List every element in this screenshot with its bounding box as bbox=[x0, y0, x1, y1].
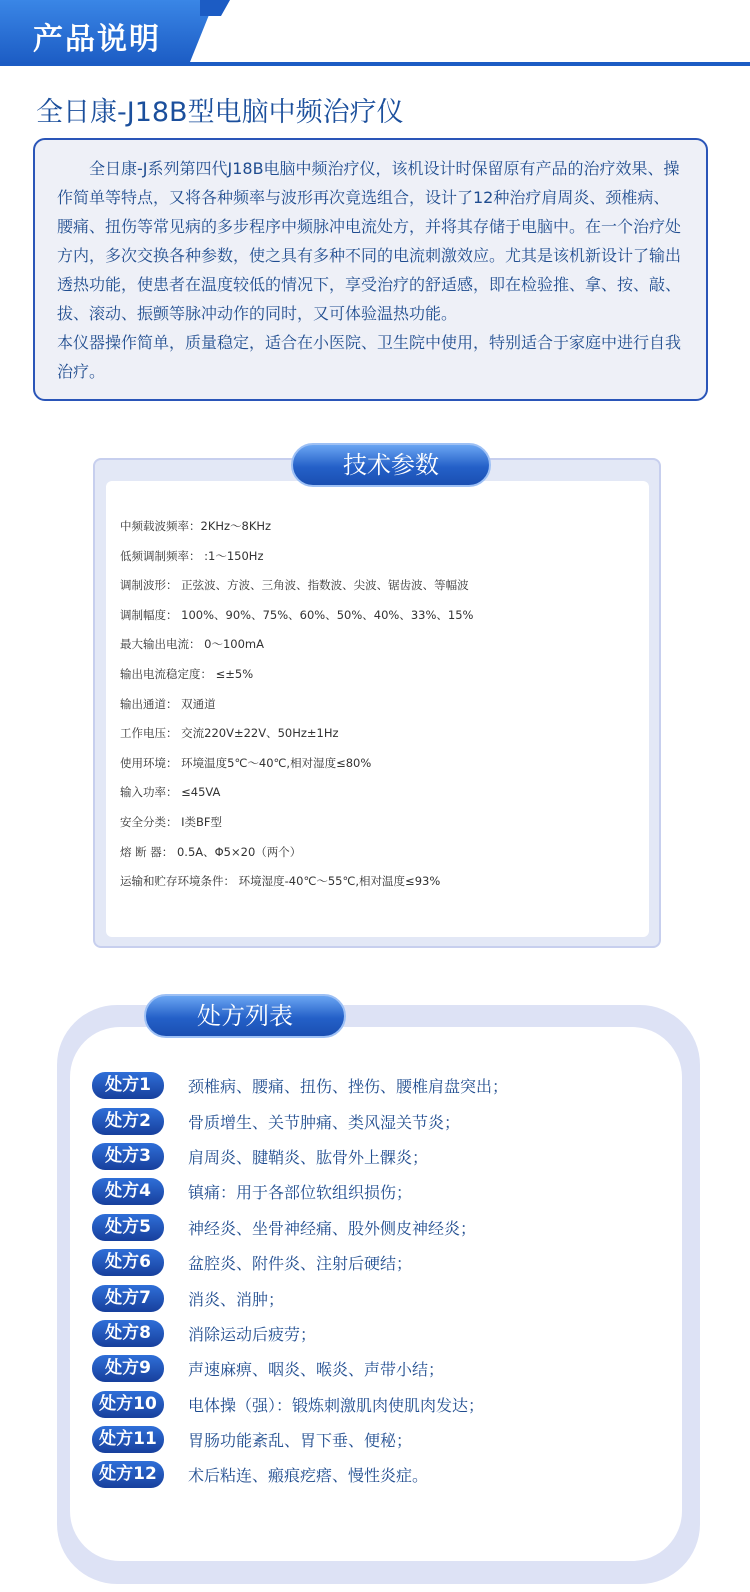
prescription-row bbox=[92, 1457, 508, 1492]
param-row: 工作电压： 交流220V±22V、50Hz±1Hz bbox=[120, 726, 339, 741]
prescription-badge: 处方9 bbox=[92, 1355, 164, 1382]
section-banner bbox=[0, 0, 750, 75]
prescription-text: 神经炎、坐骨神经痛、股外侧皮神经炎； bbox=[188, 1218, 477, 1238]
prescription-title: 处方列表 bbox=[144, 994, 346, 1038]
prescription-badge: 处方4 bbox=[92, 1178, 164, 1205]
param-row: 熔 断 器： 0.5A、Φ5×20（两个） bbox=[120, 844, 302, 859]
prescription-row bbox=[92, 1351, 508, 1386]
prescription-badge: 处方11 bbox=[92, 1426, 164, 1453]
prescription-badge: 处方7 bbox=[92, 1285, 164, 1312]
param-row: 安全分类： I类BF型 bbox=[120, 814, 223, 829]
section-title: 产品说明 bbox=[33, 22, 161, 57]
prescription-row bbox=[92, 1068, 508, 1103]
param-row: 调制波形： 正弦波、方波、三角波、指数波、尖波、锯齿波、等幅波 bbox=[120, 578, 469, 593]
param-row: 输出电流稳定度： ≤±5% bbox=[120, 666, 254, 681]
prescription-row bbox=[92, 1387, 508, 1422]
description-paragraph-1: 全日康-J系列第四代J18B电脑中频治疗仪，该机设计时保留原有产品的治疗效果、操作简单等特点，又将各种频率与波形再次竟选组合，设计了12种治疗肩周炎、颈椎病、腰痛、扭伤等常见病的多步程序中频脉冲电流处方，并将其存储于电脑中。在一个治疗处方内，多次交换各种参数，使之具有多种不同的电流刺激效应。尤其是该机新设计了输出透热功能，使患者在温度较低的情况下，享受治疗的舒适感，即在检验推、拿、按、敲、拔、滚动、振颤等脉冲动作的同时，又可体验温热功能。 bbox=[57, 159, 682, 323]
prescription-badge: 处方10 bbox=[92, 1391, 164, 1418]
prescription-text: 肩周炎、腱鞘炎、肱骨外上髁炎； bbox=[188, 1147, 429, 1167]
prescription-badge: 处方1 bbox=[92, 1072, 164, 1099]
prescription-text: 术后粘连、瘢痕疙瘩、慢性炎症。 bbox=[188, 1466, 429, 1486]
prescription-row bbox=[92, 1280, 508, 1315]
prescription-list bbox=[92, 1068, 508, 1493]
prescription-text: 电体操（强）：锻炼刺激肌肉使肌肉发达； bbox=[188, 1395, 485, 1415]
prescription-row bbox=[92, 1103, 508, 1138]
prescription-badge: 处方5 bbox=[92, 1214, 164, 1241]
banner-rule bbox=[0, 62, 750, 66]
prescription-text: 胃肠功能紊乱、胃下垂、便秘； bbox=[188, 1431, 413, 1451]
description-paragraph-2: 本仪器操作简单，质量稳定，适合在小医院、卫生院中使用，特别适合于家庭中进行自我治疗。 bbox=[57, 333, 682, 381]
product-title: 全日康-J18B型电脑中频治疗仪 bbox=[36, 97, 404, 128]
prescription-badge: 处方12 bbox=[92, 1461, 164, 1488]
prescription-text: 骨质增生、关节肿痛、类风湿关节炎； bbox=[188, 1112, 461, 1132]
prescription-badge: 处方2 bbox=[92, 1108, 164, 1135]
prescription-row bbox=[92, 1422, 508, 1457]
prescription-text: 镇痛：用于各部位软组织损伤； bbox=[188, 1183, 413, 1203]
param-row: 低频调制频率： :1～150Hz bbox=[120, 548, 264, 563]
param-row: 最大输出电流： 0～100mA bbox=[120, 637, 264, 652]
param-row: 输入功率： ≤45VA bbox=[120, 785, 221, 800]
tech-params-list bbox=[120, 512, 473, 897]
prescription-text: 盆腔炎、附件炎、注射后硬结； bbox=[188, 1254, 413, 1274]
prescription-row bbox=[92, 1210, 508, 1245]
prescription-badge: 处方3 bbox=[92, 1143, 164, 1170]
prescription-text: 消炎、消肿； bbox=[188, 1289, 285, 1309]
param-row: 输出通道： 双通道 bbox=[120, 696, 216, 711]
prescription-row bbox=[92, 1139, 508, 1174]
prescription-row bbox=[92, 1316, 508, 1351]
description-box bbox=[33, 138, 708, 401]
prescription-text: 颈椎病、腰痛、扭伤、挫伤、腰椎肩盘突出； bbox=[188, 1077, 509, 1097]
prescription-text: 声速麻痹、咽炎、喉炎、声带小结； bbox=[188, 1360, 445, 1380]
banner-accent bbox=[200, 0, 230, 16]
param-row: 调制幅度： 100%、90%、75%、60%、50%、40%、33%、15% bbox=[120, 607, 474, 622]
prescription-text: 消除运动后疲劳； bbox=[188, 1324, 317, 1344]
tech-params-title: 技术参数 bbox=[291, 443, 491, 487]
param-row: 使用环境： 环境温度5℃～40℃,相对湿度≤80% bbox=[120, 755, 372, 770]
param-row: 中频载波频率：2KHz～8KHz bbox=[120, 519, 272, 533]
param-row: 运输和贮存环境条件： 环境湿度-40℃～55℃,相对温度≤93% bbox=[120, 874, 441, 889]
prescription-badge: 处方8 bbox=[92, 1320, 164, 1347]
prescription-row bbox=[92, 1245, 508, 1280]
prescription-badge: 处方6 bbox=[92, 1249, 164, 1276]
prescription-row bbox=[92, 1174, 508, 1209]
